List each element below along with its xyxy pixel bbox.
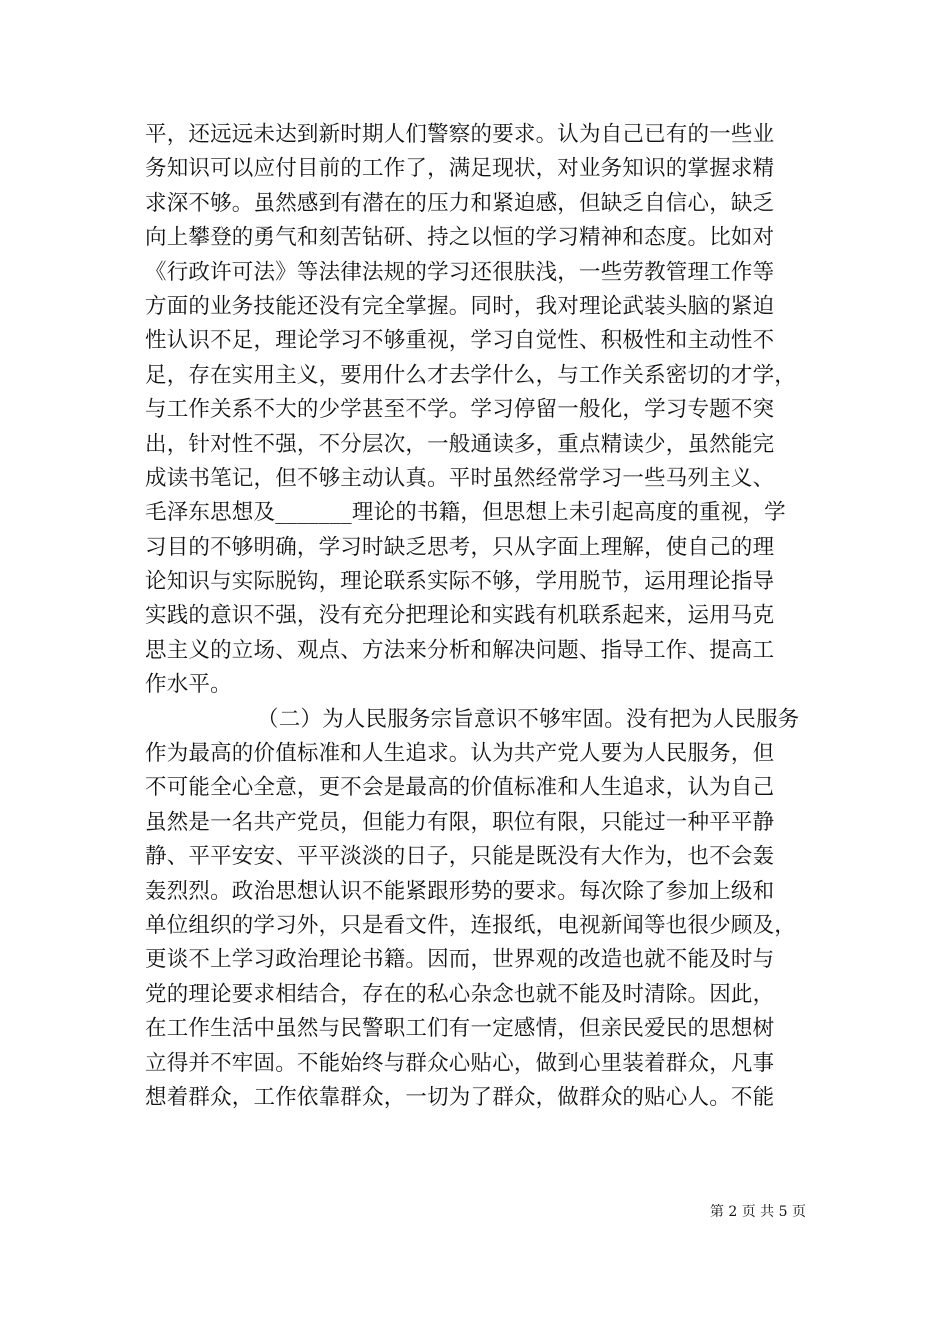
text-line: 立得并不牢固。不能始终与群众心贴心，做到心里装着群众，凡事 xyxy=(145,1050,775,1076)
text-line: 足，存在实用主义，要用什么才去学什么，与工作关系密切的才学， xyxy=(145,362,797,388)
page-number-footer: 第 2 页 共 5 页 xyxy=(709,1204,806,1220)
text-line: 虽然是一名共产党员，但能力有限，职位有限，只能过一种平平静 xyxy=(145,809,775,835)
body-text xyxy=(145,118,820,1115)
text-line: 想着群众，工作依靠群众，一切为了群众，做群众的贴心人。不能 xyxy=(145,1084,775,1110)
text-line: 静、平平安安、平平淡淡的日子，只能是既没有大作为，也不会轰 xyxy=(145,844,775,870)
text-line: 务知识可以应付目前的工作了，满足现状，对业务知识的掌握求精 xyxy=(145,156,775,182)
text-line: 更谈不上学习政治理论书籍。因而，世界观的改造也就不能及时与 xyxy=(145,947,775,973)
text-line: 与工作关系不大的少学甚至不学。学习停留一般化，学习专题不突 xyxy=(145,397,775,423)
text-line: （二）为人民服务宗旨意识不够牢固。没有把为人民服务 xyxy=(257,706,800,732)
text-line: 《行政许可法》等法律法规的学习还很肤浅，一些劳教管理工作等 xyxy=(145,259,775,285)
text-line: 出，针对性不强，不分层次，一般通读多，重点精读少，虽然能完 xyxy=(145,431,775,457)
text-line: 单位组织的学习外，只是看文件，连报纸，电视新闻等也很少顾及， xyxy=(145,912,797,938)
text-line: 在工作生活中虽然与民警职工们有一定感情，但亲民爱民的思想树 xyxy=(145,1016,775,1042)
text-line: 方面的业务技能还没有完全掌握。同时，我对理论武装头脑的紧迫 xyxy=(145,293,775,319)
text-line: 轰烈烈。政治思想认识不能紧跟形势的要求。每次除了参加上级和 xyxy=(145,878,775,904)
text-line: 实践的意识不强，没有充分把理论和实践有机联系起来，运用马克 xyxy=(145,603,775,629)
text-line: 向上攀登的勇气和刻苦钻研、持之以恒的学习精神和态度。比如对 xyxy=(145,225,775,251)
text-line: 习目的不够明确，学习时缺乏思考，只从字面上理解，使自己的理 xyxy=(145,534,775,560)
text-line: 作为最高的价值标准和人生追求。认为共产党人要为人民服务，但 xyxy=(145,741,775,767)
text-line: 毛泽东思想及_______理论的书籍，但思想上未引起高度的重视，学 xyxy=(145,500,786,526)
text-line: 平，还远远未达到新时期人们警察的要求。认为自己已有的一些业 xyxy=(145,122,775,147)
text-line: 论知识与实际脱钩，理论联系实际不够，学用脱节，运用理论指导 xyxy=(145,569,775,595)
text-line: 成读书笔记，但不够主动认真。平时虽然经常学习一些马列主义、 xyxy=(145,465,775,491)
text-line: 求深不够。虽然感到有潜在的压力和紧迫感，但缺乏自信心，缺乏 xyxy=(145,190,775,216)
text-line: 不可能全心全意，更不会是最高的价值标准和人生追求，认为自己 xyxy=(145,775,775,801)
text-line: 作水平。 xyxy=(145,672,232,698)
text-line: 党的理论要求相结合，存在的私心杂念也就不能及时清除。因此， xyxy=(145,981,775,1007)
text-line: 思主义的立场、观点、方法来分析和解决问题、指导工作、提高工 xyxy=(145,637,775,663)
text-line: 性认识不足，理论学习不够重视，学习自觉性、积极性和主动性不 xyxy=(145,328,775,354)
